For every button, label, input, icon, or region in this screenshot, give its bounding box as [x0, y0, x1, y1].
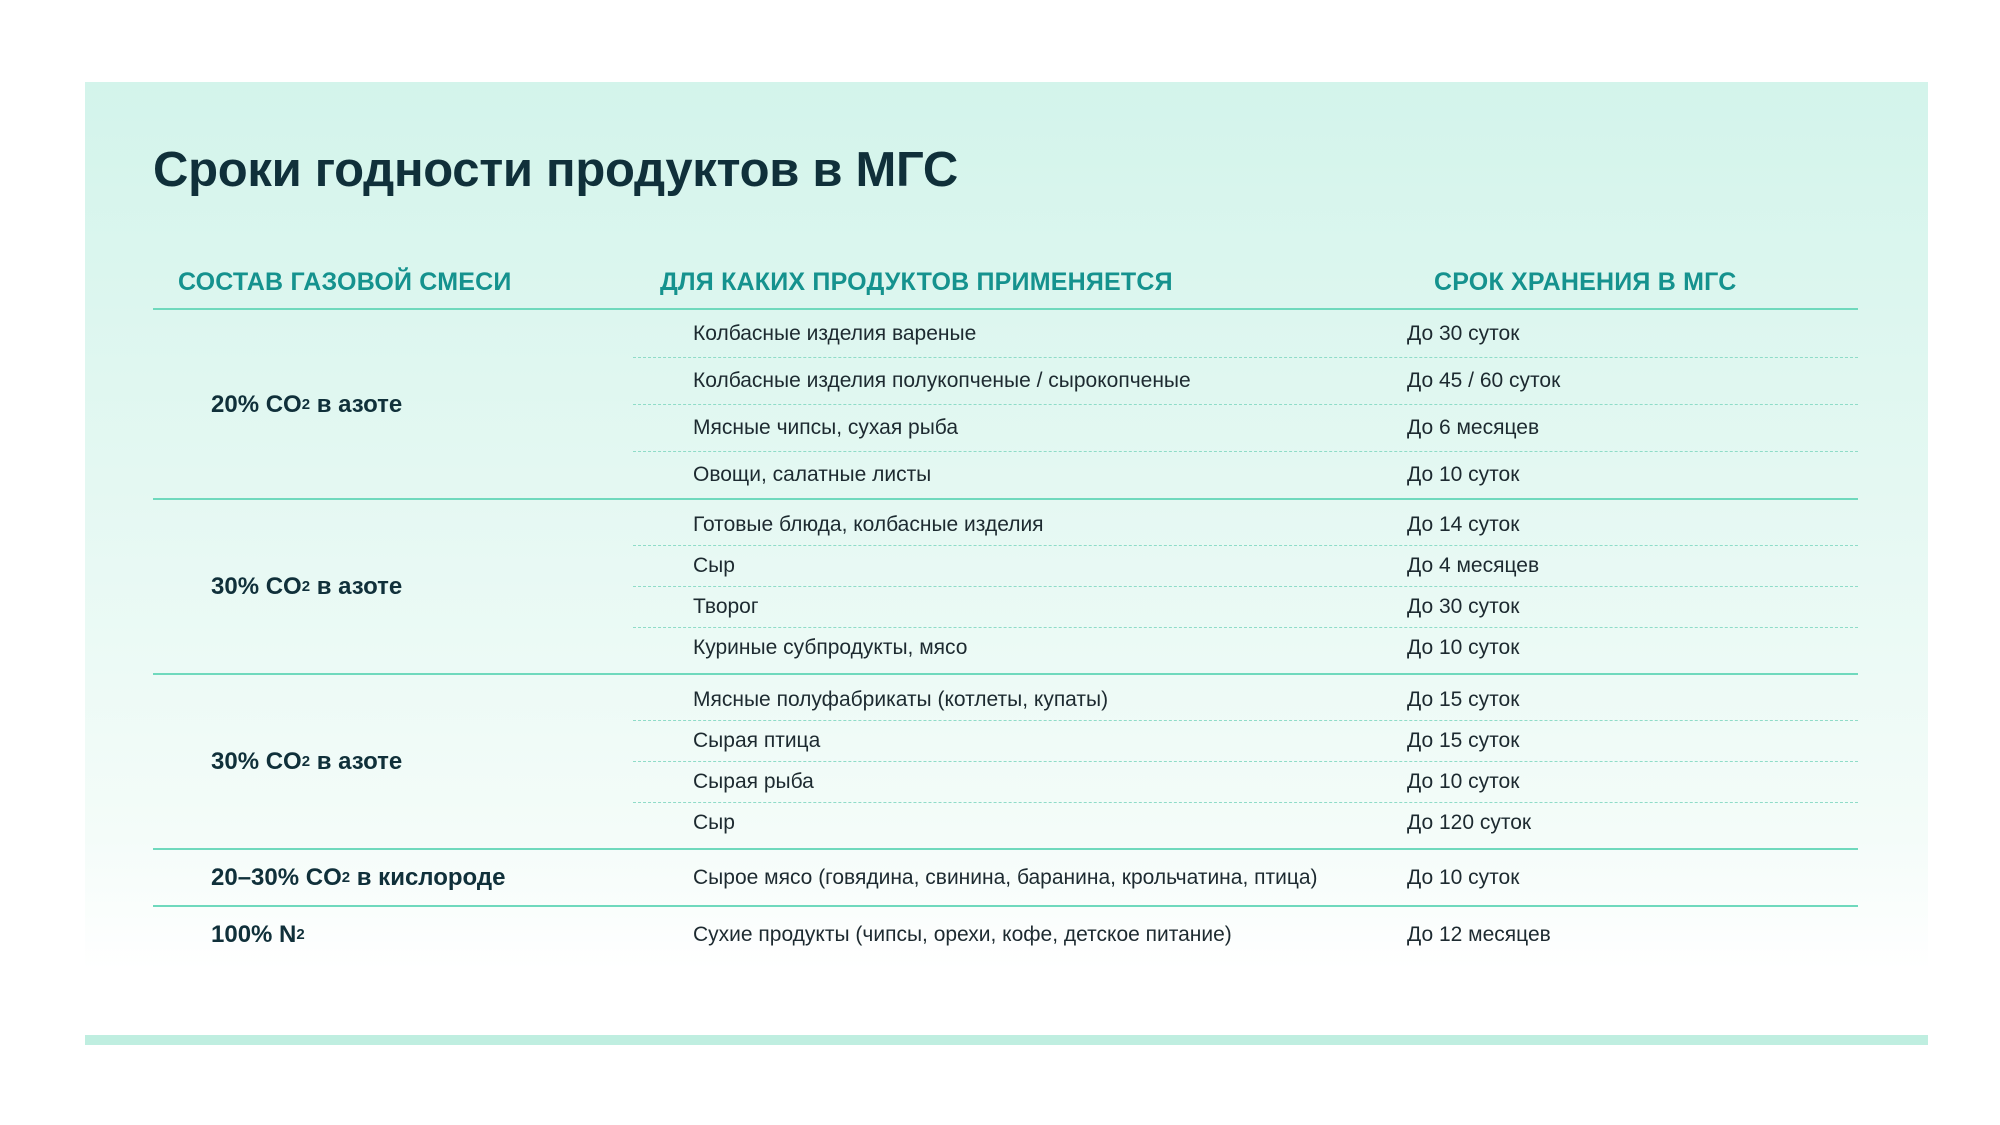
header-products: ДЛЯ КАКИХ ПРОДУКТОВ ПРИМЕНЯЕТСЯ — [660, 268, 1173, 296]
table-row — [633, 405, 1858, 452]
product-cell: Творог — [693, 595, 759, 618]
product-cell: Куриные субпродукты, мясо — [693, 636, 968, 659]
header-gas-composition: СОСТАВ ГАЗОВОЙ СМЕСИ — [178, 268, 512, 296]
term-cell: До 15 суток — [1407, 688, 1520, 711]
table-row — [633, 587, 1858, 628]
term-cell: До 15 суток — [1407, 729, 1520, 752]
term-cell: До 120 суток — [1407, 811, 1532, 834]
table-group — [153, 850, 1858, 907]
bottom-accent-bar — [85, 1035, 1928, 1045]
table-header — [153, 262, 1858, 310]
term-cell: До 30 суток — [1407, 322, 1520, 345]
term-cell: До 45 / 60 суток — [1407, 369, 1561, 392]
gas-mix-suffix: в азоте — [310, 572, 403, 600]
group-rows — [633, 500, 1858, 673]
product-cell: Сыр — [693, 554, 735, 577]
table-row — [633, 680, 1858, 721]
header-storage-term: СРОК ХРАНЕНИЯ В МГС — [1434, 268, 1737, 296]
table-row — [633, 358, 1858, 405]
table-group — [153, 310, 1858, 500]
gas-mix-cell: 100% N 2 — [211, 921, 305, 948]
gas-mix-cell: 20% CO 2 в азоте — [211, 390, 403, 418]
table-row — [633, 452, 1858, 498]
table-group — [153, 675, 1858, 850]
gas-mix-suffix: в азоте — [310, 390, 403, 418]
term-cell: До 10 суток — [1407, 865, 1520, 889]
gas-mix-prefix: 30% CO — [211, 747, 302, 775]
product-cell: Сырая птица — [693, 729, 821, 752]
gas-mix-prefix: 20% CO — [211, 390, 302, 418]
term-cell: До 10 суток — [1407, 636, 1520, 659]
product-cell: Колбасные изделия полукопченые / сырокопченые — [693, 369, 1191, 392]
group-rows — [633, 907, 1858, 963]
gas-mix-cell: 30% CO 2 в азоте — [211, 747, 403, 775]
table-row — [633, 803, 1858, 843]
product-cell: Сыр — [693, 811, 735, 834]
group-rows — [633, 675, 1858, 848]
table-group — [153, 907, 1858, 963]
gas-mix-prefix: 20–30% CO — [211, 863, 342, 891]
product-cell: Колбасные изделия вареные — [693, 322, 977, 345]
table-row — [633, 311, 1858, 358]
table-row — [633, 850, 1858, 905]
term-cell: До 12 месяцев — [1407, 923, 1551, 946]
gas-mix-cell: 20–30% CO 2 в кислороде — [211, 863, 506, 891]
group-rows — [633, 311, 1858, 498]
page-title: Сроки годности продуктов в МГС — [153, 143, 958, 197]
gas-mix-suffix: в азоте — [310, 747, 403, 775]
product-cell: Овощи, салатные листы — [693, 463, 932, 486]
product-cell: Мясные чипсы, сухая рыба — [693, 416, 959, 439]
table-row — [633, 505, 1858, 546]
gas-mix-prefix: 30% CO — [211, 572, 302, 600]
term-cell: До 6 месяцев — [1407, 416, 1540, 439]
term-cell: До 14 суток — [1407, 513, 1520, 536]
product-cell: Сухие продукты (чипсы, орехи, кофе, детское питание) — [693, 923, 1232, 946]
term-cell: До 4 месяцев — [1407, 554, 1540, 577]
table-row — [633, 721, 1858, 762]
table-row — [633, 907, 1858, 963]
product-cell: Готовые блюда, колбасные изделия — [693, 513, 1044, 536]
product-cell: Сырое мясо (говядина, свинина, баранина, крольчатина, птица) — [693, 865, 1318, 889]
gas-mix-suffix: в кислороде — [350, 863, 506, 891]
term-cell: До 10 суток — [1407, 463, 1520, 486]
product-cell: Мясные полуфабрикаты (котлеты, купаты) — [693, 688, 1109, 711]
term-cell: До 10 суток — [1407, 770, 1520, 793]
term-cell: До 30 суток — [1407, 595, 1520, 618]
table-group — [153, 500, 1858, 675]
gas-mix-prefix: 100% N — [211, 921, 297, 948]
table-row — [633, 762, 1858, 803]
group-rows — [633, 850, 1858, 905]
table-row — [633, 546, 1858, 587]
shelf-life-table — [153, 262, 1858, 963]
table-row — [633, 628, 1858, 668]
gas-mix-cell: 30% CO 2 в азоте — [211, 572, 403, 600]
product-cell: Сырая рыба — [693, 770, 814, 793]
